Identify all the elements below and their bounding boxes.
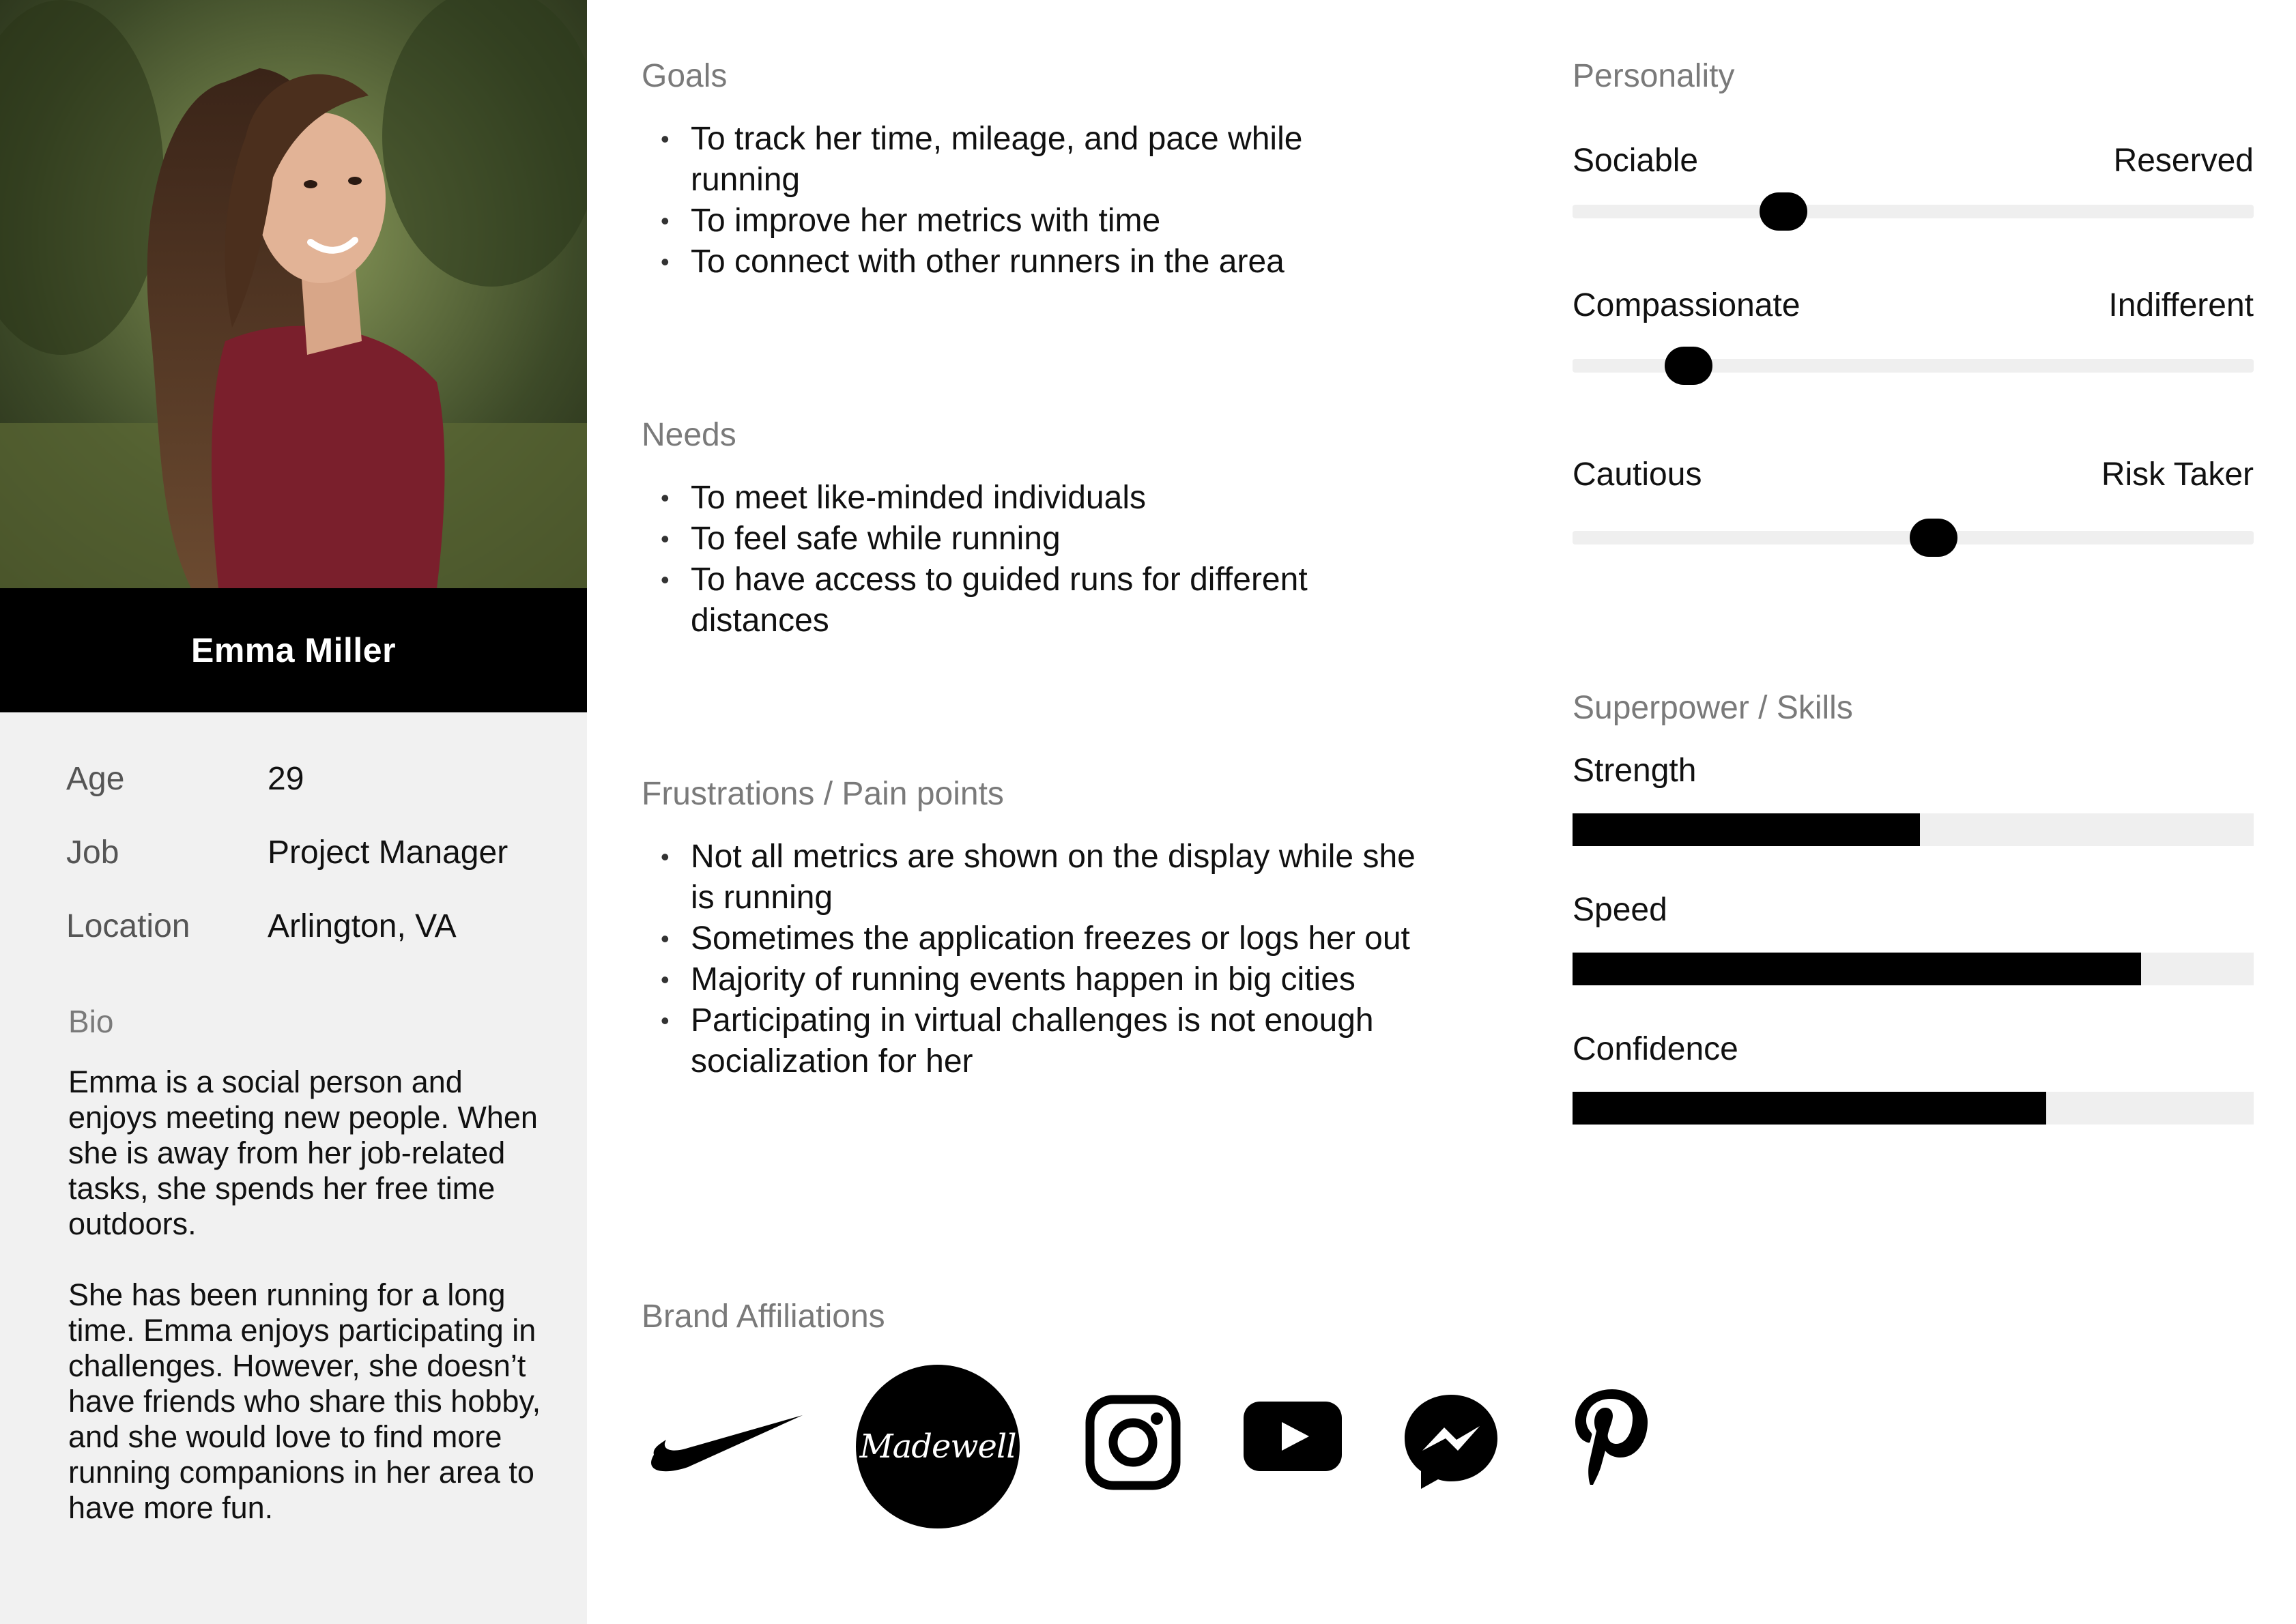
list-item: • To have access to guided runs for different distances	[642, 560, 1420, 641]
frustrations-title: Frustrations / Pain points	[642, 776, 1004, 812]
list-item: • Not all metrics are shown on the display while she is running	[642, 837, 1420, 918]
skill-label: Strength	[1573, 753, 1697, 789]
madewell-logo-icon	[856, 1365, 1020, 1528]
list-item: • To feel safe while running	[642, 519, 1420, 560]
frustrations-list	[642, 837, 1420, 1082]
trait-slider-track	[1573, 205, 2254, 218]
personality-title: Personality	[1573, 58, 1735, 94]
trait-right-label: Indifferent	[2108, 287, 2254, 323]
skills-title: Superpower / Skills	[1573, 690, 1853, 726]
age-value: 29	[268, 761, 304, 797]
job-label: Job	[66, 835, 119, 871]
trait-slider-knob	[1760, 192, 1807, 231]
trait-slider-knob	[1910, 519, 1957, 557]
trait-left-label: Sociable	[1573, 143, 1699, 179]
skill-bar-fill	[1573, 1092, 2046, 1125]
goals-list	[642, 119, 1420, 282]
list-item: • Sometimes the application freezes or logs her out	[642, 918, 1420, 959]
brands-title: Brand Affiliations	[642, 1299, 885, 1335]
list-item: • Participating in virtual challenges is not enough socialization for her	[642, 1000, 1420, 1082]
skill-bar-fill	[1573, 953, 2141, 985]
needs-list	[642, 478, 1420, 641]
madewell-logo-text: Madewell	[859, 1427, 1016, 1466]
skill-label: Speed	[1573, 892, 1667, 928]
job-value: Project Manager	[268, 835, 508, 871]
bio-title: Bio	[68, 1004, 114, 1039]
trait-slider-track	[1573, 531, 2254, 545]
location-label: Location	[66, 908, 190, 944]
trait-left-label: Compassionate	[1573, 287, 1800, 323]
location-value: Arlington, VA	[268, 908, 457, 944]
trait-left-label: Cautious	[1573, 456, 1702, 493]
persona-name-bar	[0, 588, 587, 712]
list-item: • To improve her metrics with time	[642, 201, 1420, 242]
bio-paragraph-2: She has been running for a long time. Emma enjoys participating in challenges. However, she doesn’t have friends who share this hobby, and she would love to find more running companions in her area to have more fun.	[68, 1277, 541, 1525]
list-item: • Majority of running events happen in big cities	[642, 959, 1420, 1000]
bio-paragraph-1: Emma is a social person and enjoys meeting new people. When she is away from her job-related tasks, she spends her free time outdoors.	[68, 1064, 538, 1241]
trait-right-label: Risk Taker	[2101, 456, 2254, 493]
skill-bar-track	[1573, 1092, 2254, 1125]
messenger-icon	[1402, 1392, 1500, 1495]
goals-title: Goals	[642, 58, 728, 94]
trait-slider-track	[1573, 359, 2254, 373]
persona-photo	[0, 0, 587, 588]
list-item: • To meet like-minded individuals	[642, 478, 1420, 519]
age-label: Age	[66, 761, 125, 797]
trait-right-label: Reserved	[2113, 143, 2254, 179]
nike-logo-icon	[647, 1407, 804, 1479]
skill-label: Confidence	[1573, 1031, 1738, 1067]
list-item: • To track her time, mileage, and pace while running	[642, 119, 1420, 201]
instagram-icon	[1085, 1395, 1181, 1494]
needs-title: Needs	[642, 417, 736, 453]
persona-name: Emma Miller	[190, 631, 397, 669]
skill-bar-track	[1573, 953, 2254, 985]
skill-bar-track	[1573, 813, 2254, 846]
trait-slider-knob	[1665, 347, 1712, 385]
skill-bar-fill	[1573, 813, 1920, 846]
list-item: • To connect with other runners in the area	[642, 242, 1420, 282]
pinterest-icon	[1570, 1385, 1652, 1491]
youtube-icon	[1244, 1402, 1342, 1475]
